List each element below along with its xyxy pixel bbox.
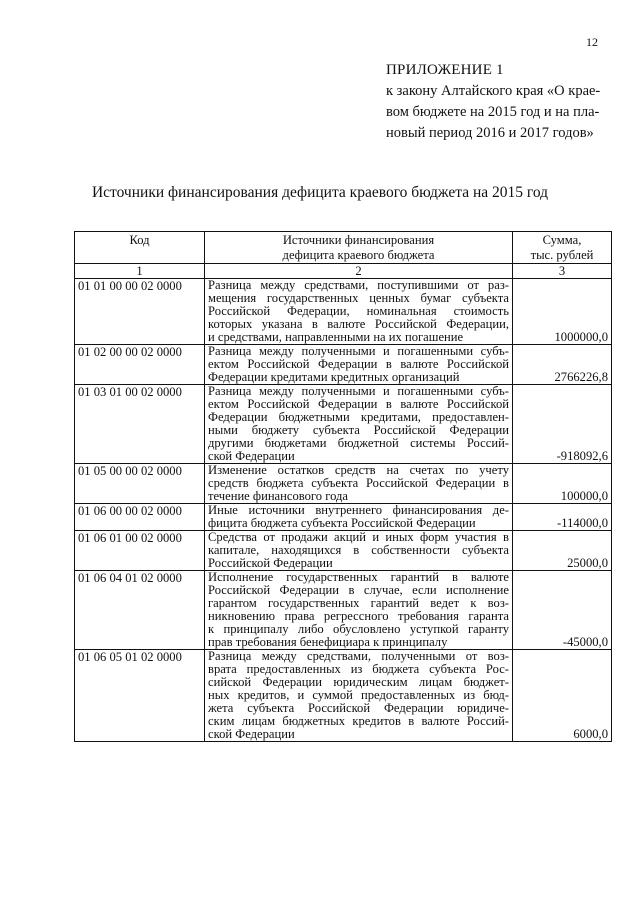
row-sum: -114000,0: [513, 504, 612, 531]
row-sum: 2766226,8: [513, 345, 612, 385]
row-source-line: Разница между полученными и погашенными субъ-: [208, 384, 509, 398]
row-code: 01 06 00 00 02 0000: [75, 504, 205, 531]
row-source-line: течение финансового года: [208, 489, 349, 503]
table-row: [75, 279, 612, 345]
row-sum: 25000,0: [513, 531, 612, 571]
page-number: 12: [586, 35, 598, 49]
row-source-description: [205, 531, 513, 571]
row-source-line: ными бюджету субъекта Российской Федерации: [208, 423, 509, 437]
row-source-description: [205, 279, 513, 345]
row-source-line: Федерации кредитами кредитных организаций: [208, 370, 460, 384]
header-code-label: Код: [129, 233, 150, 247]
table-row: [75, 571, 612, 650]
row-source-line: которых указана в валюте Российской Федерации,: [208, 317, 509, 331]
row-source-line: Изменение остатков средств на счетах по учету: [208, 463, 509, 477]
column-number: 1: [75, 264, 205, 279]
row-source-line: ных кредитов, и суммой предоставленных из бюд-: [208, 688, 509, 702]
row-source-line: врата предоставленных из бюджета субъекта Рос-: [208, 662, 509, 676]
row-code: 01 05 00 00 02 0000: [75, 464, 205, 504]
appendix-line: к закону Алтайского края «О крае-: [386, 83, 601, 99]
table-row: [75, 464, 612, 504]
row-source-line: Средства от продажи акций и иных форм участия в: [208, 530, 509, 544]
row-source-line: Разница между средствами, полученными от воз-: [208, 649, 509, 663]
row-code: 01 06 05 01 02 0000: [75, 650, 205, 742]
column-number-row: [75, 264, 612, 279]
header-code: [75, 232, 205, 264]
row-source-line: Российской Федерации, номинальная стоимость: [208, 304, 509, 318]
header-source-line: дефицита краевого бюджета: [282, 248, 435, 262]
table-row: [75, 531, 612, 571]
header-sum: [513, 232, 612, 264]
table-row: [75, 385, 612, 464]
row-source-line: никновению права регрессного требования гаранта: [208, 609, 509, 623]
row-sum: 1000000,0: [513, 279, 612, 345]
row-source-line: Исполнение государственных гарантий в валюте: [208, 570, 509, 584]
row-source-line: ской Федерации: [208, 727, 295, 741]
row-sum: -45000,0: [513, 571, 612, 650]
appendix-line: вом бюджете на 2015 год и на пла-: [386, 104, 600, 120]
row-source-line: ским лицам бюджетных кредитов в валюте Россий-: [208, 714, 509, 728]
row-code: 01 06 01 00 02 0000: [75, 531, 205, 571]
row-source-line: жета субъекта Российской Федерации юридиче-: [208, 701, 509, 715]
row-code: 01 06 04 01 02 0000: [75, 571, 205, 650]
financing-sources-table: [74, 231, 612, 742]
row-code: 01 02 00 00 02 0000: [75, 345, 205, 385]
row-source-description: [205, 464, 513, 504]
row-source-line: сийской Федерации юридическим лицам бюджет-: [208, 675, 509, 689]
row-source-line: Разница между полученными и погашенными субъ-: [208, 344, 509, 358]
appendix-title: ПРИЛОЖЕНИЕ 1: [386, 62, 504, 78]
row-source-description: [205, 345, 513, 385]
row-source-description: [205, 385, 513, 464]
row-source-line: Российской Федерации: [208, 556, 333, 570]
row-source-line: Российской Федерации в случае, если исполнение: [208, 583, 509, 597]
header-source: [205, 232, 513, 264]
row-source-line: Федерации бюджетными кредитами, предоставлен-: [208, 410, 509, 424]
table-row: [75, 650, 612, 742]
column-number: 3: [513, 264, 612, 279]
row-sum: 100000,0: [513, 464, 612, 504]
header-source-line: Источники финансирования: [282, 233, 435, 247]
column-number: 2: [205, 264, 513, 279]
document-title: Источники финансирования дефицита краевого бюджета на 2015 год: [91, 184, 549, 201]
appendix-line: новый период 2016 и 2017 годов»: [386, 125, 594, 141]
row-source-line: фицита бюджета субъекта Российской Федерации: [208, 516, 476, 530]
header-sum-line: тыс. рублей: [530, 248, 594, 262]
row-source-line: мещения государственных ценных бумаг субъекта: [208, 291, 509, 305]
header-sum-line: Сумма,: [542, 233, 582, 247]
row-source-description: [205, 650, 513, 742]
row-source-line: прав требования бенефициара к принципалу: [208, 635, 448, 649]
row-sum: 6000,0: [513, 650, 612, 742]
row-source-line: другими бюджетами бюджетной системы Россий-: [208, 436, 509, 450]
table-row: [75, 345, 612, 385]
row-source-line: капитале, находящихся в собственности субъекта: [208, 543, 509, 557]
table-header-row: [75, 232, 612, 264]
row-source-description: [205, 504, 513, 531]
row-source-line: к принципалу либо обусловлено уступкой гаранту: [208, 622, 509, 636]
row-source-line: и средствами, направленными на их погашение: [208, 330, 464, 344]
row-sum: -918092,6: [513, 385, 612, 464]
row-code: 01 01 00 00 02 0000: [75, 279, 205, 345]
row-source-description: [205, 571, 513, 650]
row-source-line: гарантом государственных гарантий ведет к воз-: [208, 596, 509, 610]
row-source-line: Иные источники внутреннего финансирования де-: [208, 503, 509, 517]
row-source-line: ской Федерации: [208, 449, 295, 463]
row-source-line: ектом Российской Федерации в валюте Российской: [208, 397, 509, 411]
row-source-line: Разница между средствами, поступившими от раз-: [208, 278, 509, 292]
table-row: [75, 504, 612, 531]
row-code: 01 03 01 00 02 0000: [75, 385, 205, 464]
row-source-line: ектом Российской Федерации в валюте Российской: [208, 357, 509, 371]
appendix-block: [386, 60, 612, 144]
row-source-line: средств бюджета субъекта Российской Федерации в: [208, 476, 509, 490]
